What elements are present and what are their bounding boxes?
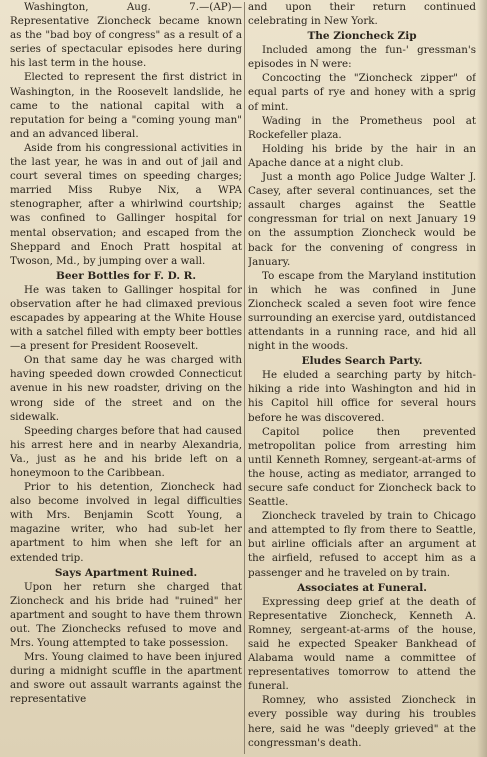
column-rule: [244, 2, 245, 754]
article-paragraph: Elected to represent the first district in Washington, in the Roosevelt landslide, he came to the national capital with a reputation for being a "coming young man" and an advanced liberal.: [10, 71, 242, 140]
article-paragraph: To escape from the Maryland institution in which he was confined in June Zioncheck scaled a seven foot wire fence surrounding an exercise yard, outdistanced attendants in a running race, and hid all night in the woods.: [248, 269, 476, 353]
article-paragraph: Romney, who assisted Zioncheck in every possible way during his troubles here, said he was "deeply grieved" at the congressman's death.: [248, 694, 476, 749]
article-paragraph: Wading in the Prometheus pool at Rockefeller plaza.: [248, 114, 476, 141]
torn-edge: [477, 0, 487, 757]
article-paragraph: Concocting the "Zioncheck zipper" of equal parts of rye and honey with a sprig of mint.: [248, 72, 476, 113]
article-paragraph: Expressing deep grief at the death of Representative Zioncheck, Kenneth A. Romney, sergeant-at-arms of the house, said he expected Speaker Bankhead of Alabama would name a committee of representatives tomorrow to attend the funeral.: [248, 595, 476, 693]
article-paragraph: Included among the fun-' gressman's episodes in N were:: [248, 44, 476, 71]
subheading-beer-bottles: Beer Bottles for F. D. R.: [55, 269, 197, 282]
article-paragraph: Just a month ago Police Judge Walter J. Casey, after several continuances, set the assault charges against the Seattle congressman for trial on next January 19 on the assumption Zioncheck would be back for the convening of congress in January.: [248, 171, 476, 268]
subheading-associates-at-funeral: Associates at Funeral.: [297, 581, 427, 594]
article-paragraph: On that same day he was charged with having speeded down crowded Connecticut avenue in his new roadster, driving on the wrong side of the street and on the sidewalk.: [10, 354, 242, 423]
article-column-left: [10, 0, 242, 757]
subheading-eludes-search-party: Eludes Search Party.: [301, 355, 423, 368]
article-paragraph: Upon her return she charged that Zioncheck and his bride had "ruined" her apartment and sought to have them thrown out. The Zionchecks refused to move and Mrs. Young attempted to take possession.: [10, 580, 242, 650]
article-paragraph: Zioncheck traveled by train to Chicago and attempted to fly from there to Seattle, but airline officials after an argument at the airfield, refused to accept him as a passenger and he traveled on by train.: [248, 510, 476, 579]
subheading-zioncheck-zip: The Zioncheck Zip: [307, 30, 417, 43]
article-paragraph: Aside from his congressional activities in the last year, he was in and out of jail and court several times on speeding charges; married Miss Rubye Nix, a WPA stenographer, after a whirlwind courtship; was confined to Gallinger hospital for mental observation; and escaped from the Sheppard and Enoch Pratt hospital at Twoson, Md., by jumping over a wall.: [10, 141, 242, 267]
article-column-right: [248, 0, 476, 757]
article-paragraph: He was taken to Gallinger hospital for observation after he had climaxed previous escapades by appearing at the White House with a satchel filled with empty beer bottles—a present for President Roosevelt.: [10, 283, 242, 353]
article-paragraph: Holding his bride by the hair in an Apache dance at a night club.: [248, 142, 476, 169]
article-paragraph: Capitol police then prevented metropolitan police from arresting him until Kenneth Romney, sergeant-at-arms of the house, acting as mediator, arranged to secure safe conduct for Zioncheck back to Seattle.: [248, 425, 476, 509]
subheading-apartment-ruined: Says Apartment Ruined.: [54, 566, 198, 579]
article-paragraph: Mrs. Young claimed to have been injured during a midnight scuffle in the apartment and swore out assault warrants against the representative: [10, 651, 242, 706]
continued-paragraph: and upon their return continued celebrating in New York.: [248, 1, 476, 28]
article-paragraph: Speeding charges before that had caused his arrest here and in nearby Alexandria, Va., just as he and his bride left on a honeymoon to the Caribbean.: [10, 424, 242, 479]
article-paragraph: He eluded a searching party by hitch-hiking a ride into Washington and hid in his Capitol hill office for several hours before he was discovered.: [248, 369, 476, 424]
dateline-paragraph: Washington, Aug. 7.—(AP)—Representative Zioncheck became known as the "bad boy of congress" as a result of a series of spectacular episodes here during his last term in the house.: [10, 1, 242, 70]
article-paragraph: Prior to his detention, Zioncheck had also become involved in legal difficulties with Mrs. Benjamin Scott Young, a magazine writer, who had sub-let her apartment to him when she left for an extended trip.: [10, 481, 242, 564]
